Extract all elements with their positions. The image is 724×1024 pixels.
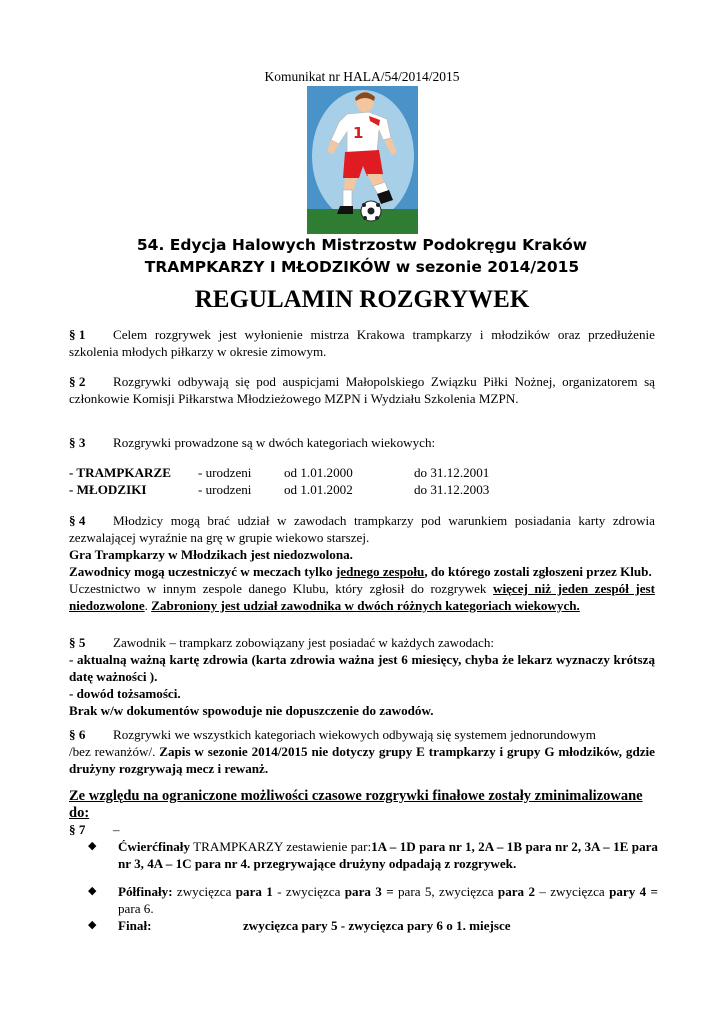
- category-to: do 31.12.2001: [414, 465, 490, 480]
- semifinals-text: para 6.: [118, 901, 154, 916]
- rule-text: - aktualną ważną kartę zdrowia (karta zdrowia ważna jest 6 miesięcy, chyba że lekarz wyznaczy krótszą datę ważności ).: [69, 652, 655, 684]
- rule-text: Brak w/w dokumentów spowoduje nie dopuszczenie do zawodów.: [69, 703, 434, 718]
- section-number: § 7: [69, 822, 86, 837]
- rule-text: Uczestnictwo w innym zespole danego Klubu, który zgłosił do rozgrywek: [69, 581, 493, 596]
- quarterfinals-pairs: 1A – 1D para nr 1, 2A – 1B para nr 2, 3A – 1E para nr 3, 4A – 1C para nr 4. przegrywające drużyny odpadają z rozgrywek.: [118, 839, 658, 871]
- rule-text: Zapis w sezonie 2014/2015 nie dotyczy grupy E trampkarzy i grupy G młodzików, gdzie drużyny rozgrywają mecz i rewanż.: [69, 744, 655, 776]
- section-text: Rozgrywki odbywają się pod auspicjami Małopolskiego Związku Piłki Nożnej, organizatorem są członkowie Komisji Piłkarstwa Młodzieżowego MZPN i Wydziału Szkolenia MZPN.: [69, 374, 655, 406]
- section-5: [69, 634, 655, 719]
- semifinals-text: pary 4 =: [609, 884, 658, 899]
- section-text: Młodzicy mogą brać udział w zawodach trampkarzy pod warunkiem posiadania karty zdrowia zezwalającej wyraźnie na grę w grupie wiekowo starszej.: [69, 513, 655, 545]
- rule-text: .: [144, 598, 152, 613]
- semifinals-text: para 5, zwycięzca: [393, 884, 498, 899]
- category-name: - TRAMPKARZE: [69, 465, 171, 480]
- section-text: Celem rozgrywek jest wyłonienie mistrza Krakowa trampkarzy i młodzików oraz przedłużenie szkolenia młodych piłkarzy w okresie zimowym.: [69, 327, 655, 359]
- section-number: § 2: [69, 374, 86, 389]
- category-from: od 1.01.2002: [284, 482, 353, 497]
- section-3: [69, 434, 655, 451]
- quarterfinals-label: Ćwierćfinały: [118, 839, 190, 854]
- section-number: § 1: [69, 327, 86, 342]
- semifinals-text: para 3 =: [344, 884, 394, 899]
- section-2: [69, 373, 655, 407]
- football-player-logo: [307, 86, 418, 234]
- category-row: [69, 464, 669, 481]
- komunikat-number: Komunikat nr HALA/54/2014/2015: [264, 69, 460, 84]
- semifinals-text: para 2: [497, 884, 535, 899]
- section-number: § 6: [69, 727, 86, 742]
- final-text: zwycięzca pary 5 - zwycięzca pary 6 o 1. miejsce: [243, 918, 511, 933]
- rule-text: - dowód tożsamości.: [69, 686, 181, 701]
- semifinals-text: – zwycięzca: [535, 884, 610, 899]
- category-to: do 31.12.2003: [414, 482, 490, 497]
- category-born: - urodzeni: [198, 465, 252, 480]
- rule-text: , do którego zostali zgłoszeni przez Klub.: [424, 564, 652, 579]
- finals-notice: Ze względu na ograniczone możliwości czasowe rozgrywki finałowe zostały zminimalizowane do:: [69, 788, 643, 821]
- rule-text: więcej niż jeden zespół jest niedozwolone: [69, 581, 655, 613]
- section-6: [69, 726, 655, 777]
- bullet-icon: ◆: [88, 840, 97, 852]
- semifinals-text: para 1: [235, 884, 273, 899]
- semifinals-label: Półfinały:: [118, 884, 173, 899]
- semifinals-item: [88, 883, 658, 917]
- jersey-number: 1: [353, 124, 364, 142]
- section-4: [69, 512, 655, 614]
- edition-title: 54. Edycja Halowych Mistrzostw Podokręgu Kraków: [136, 236, 588, 254]
- section-number: § 3: [69, 435, 86, 450]
- category-born: - urodzeni: [198, 482, 252, 497]
- quarterfinals-item: [88, 838, 658, 872]
- section-1: [69, 326, 655, 360]
- section-dash: –: [113, 822, 120, 837]
- semifinals-text: zwycięzca: [172, 884, 236, 899]
- regulamin-heading: REGULAMIN ROZGRYWEK: [194, 286, 530, 313]
- section-text: Zawodnik – trampkarz zobowiązany jest posiadać w każdych zawodach:: [113, 635, 495, 650]
- section-number: § 4: [69, 513, 86, 528]
- quarterfinals-text: TRAMPKARZY zestawienie par:: [190, 839, 372, 854]
- category-from: od 1.01.2000: [284, 465, 353, 480]
- rule-text: jednego zespołu: [335, 564, 425, 579]
- category-row: [69, 481, 669, 498]
- rule-text: Gra Trampkarzy w Młodzikach jest niedozwolona.: [69, 547, 353, 562]
- bullet-icon: ◆: [88, 885, 97, 897]
- section-text: Rozgrywki we wszystkich kategoriach wiekowych odbywają się systemem jednorundowym: [113, 727, 596, 742]
- semifinals-text: - zwycięzca: [272, 884, 345, 899]
- rule-text: Zabroniony jest udział zawodnika w dwóch różnych kategoriach wiekowych.: [151, 598, 580, 613]
- category-name: - MŁODZIKI: [69, 482, 147, 497]
- section-text: /bez rewanżów/.: [69, 744, 160, 759]
- section-number: § 5: [69, 635, 86, 650]
- final-item: [88, 917, 658, 934]
- section-7: [69, 821, 655, 838]
- season-title: TRAMPKARZY I MŁODZIKÓW w sezonie 2014/2015: [144, 258, 580, 276]
- final-label: Finał:: [118, 918, 152, 933]
- section-text: Rozgrywki prowadzone są w dwóch kategoriach wiekowych:: [113, 435, 436, 450]
- rule-text: Zawodnicy mogą uczestniczyć w meczach tylko: [69, 564, 336, 579]
- bullet-icon: ◆: [88, 919, 97, 931]
